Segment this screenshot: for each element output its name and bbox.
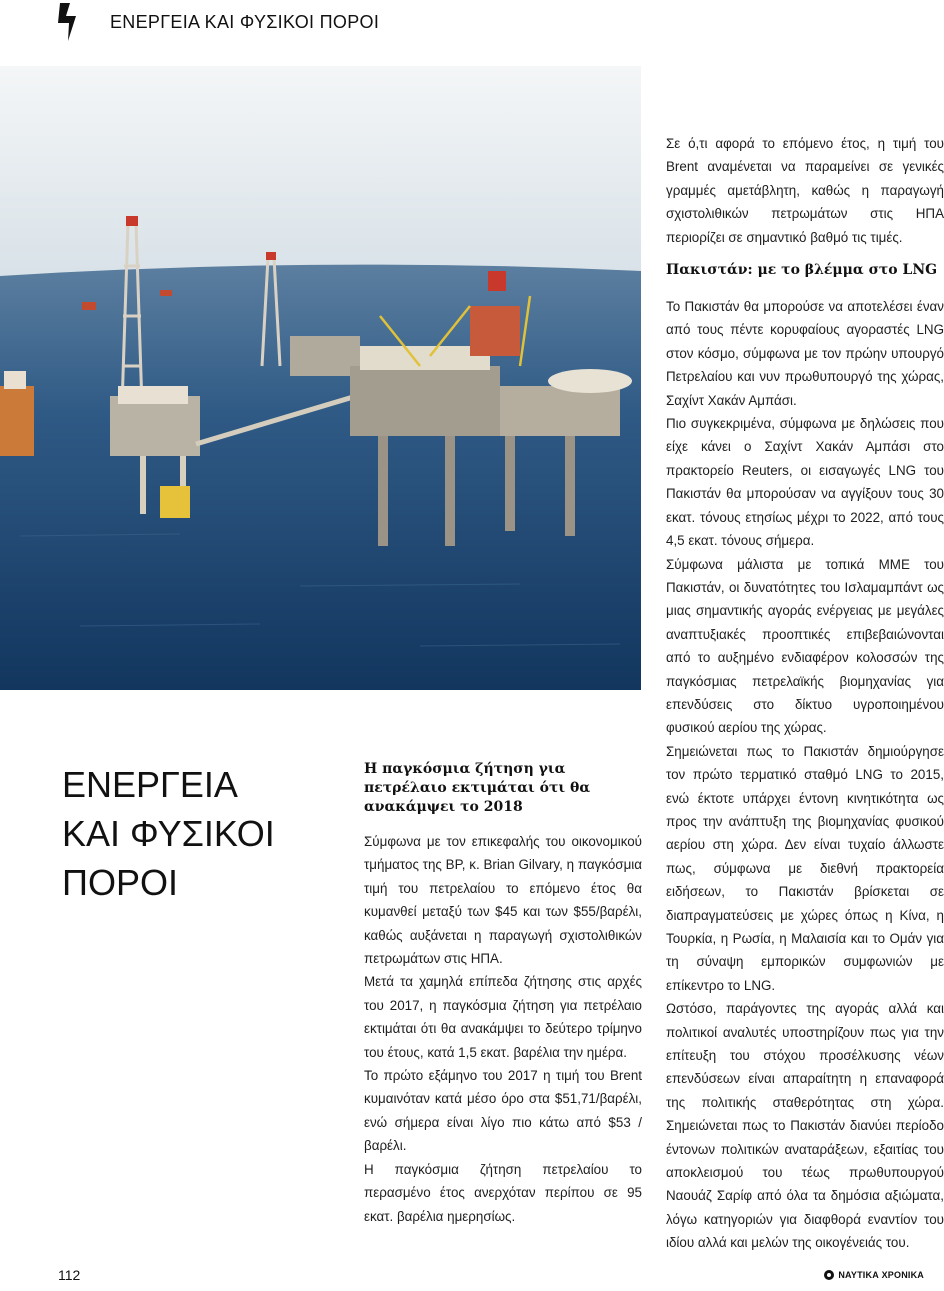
article-pakistan-heading: Πακιστάν: με το βλέμμα στο LNG <box>666 262 938 279</box>
paragraph: Πιο συγκεκριμένα, σύμφωνα με δηλώσεις που είχε κάνει ο Σαχίντ Χακάν Αμπάσι στο πρακτορείο Reuters, οι εισαγωγές LNG του Πακιστάν θα μπορούσαν να αγγίξουν τους 30 εκατ. τόνους ετησίως μέχρι το 2022, από τους 4,5 εκατ. τόνους σήμερα. <box>666 416 944 549</box>
paragraph: Σύμφωνα με τον επικεφαλής του οικονομικού τμήματος της BP, κ. Brian Gilvary, η παγκόσμια τιμή του πετρελαίου το επόμενο έτος θα κυμανθεί μεταξύ των $45 και των $55/βαρέλι, καθώς αυξάνεται η παραγωγή σχιστολιθικών πετρωμάτων στις ΗΠΑ. <box>364 834 642 967</box>
article-pakistan-lng <box>666 132 944 1255</box>
page-header <box>0 0 944 46</box>
article-pakistan-body <box>666 295 944 1255</box>
article-oil-demand <box>364 760 642 1228</box>
article-oil-demand-heading: Η παγκόσμια ζήτηση για πετρέλαιο εκτιμάται ότι θα ανακάμψει το 2018 <box>364 761 591 815</box>
paragraph: Η παγκόσμια ζήτηση πετρελαίου το περασμένο έτος ανερχόταν περίπου σε 95 εκατ. βαρέλια ημερησίως. <box>364 1161 642 1224</box>
title-line-2: ΚΑΙ ΦΥΣΙΚΟΙ <box>62 813 275 854</box>
paragraph: Ωστόσο, παράγοντες της αγοράς αλλά και πολιτικοί αναλυτές υποστηρίζουν πως για την επίτευξη του στόχου προσέλκυσης νέων επενδύσεων είναι απαραίτητη η επαναφορά της πολιτικής σταθερότητας στη χώρα. Σημειώνεται πως το Πακιστάν διανύει περίοδο έντονων πολιτικών αναταράξεων, εξαιτίας του αποκλεισμού του τέως πρωθυπουργού Ναουάζ Σαρίφ από όλα τα δημόσια αξιώματα, λόγω κατηγοριών για διαφθορά εναντίον του ιδίου αλλά και μελών της οικογένειάς του. <box>666 1001 944 1251</box>
article-oil-demand-body <box>364 830 642 1228</box>
brand-logo-icon <box>824 1270 834 1280</box>
paragraph: Το πρώτο εξάμηνο του 2017 η τιμή του Brent κυμαινόταν κατά μέσο όρο στα $51,71/βαρέλι, ενώ σήμερα είναι λίγο πιο κάτω από $53 /βαρέλι. <box>364 1068 642 1154</box>
brand-name: ΝΑΥΤΙΚΑ ΧΡΟΝΙΚΑ <box>838 1270 924 1280</box>
paragraph: Σημειώνεται πως το Πακιστάν δημιούργησε τον πρώτο τερματικό σταθμό LNG το 2015, ενώ έκτοτε υπάρχει έντονη κινητικότητα ως προς την ανάπτυξη της βιομηχανίας φυσικού αερίου στη χώρα. Δεν είναι τυχαίο άλλωστε πως, σύμφωνα με διεθνή πρακτορεία ειδήσεων, το Πακιστάν βρίσκεται σε διαπραγματεύσεις με χώρες όπως η Κίνα, η Τουρκία, η Ρωσία, η Μαλαισία και το Ομάν για τη σύναψη εμπορικών συμφωνιών με επίκεντρο το LNG. <box>666 743 944 993</box>
brand-footer <box>824 1270 924 1280</box>
offshore-platform-photo <box>0 66 641 690</box>
paragraph: Σύμφωνα μάλιστα με τοπικά ΜΜΕ του Πακιστάν, οι δυνατότητες του Ισλαμαμπάντ ως μιας σημαντικής αγοράς ενέργειας με μεγάλες αναπτυξιακές προοπτικές επιβεβαιώνονται από το αυξημένο ενδιαφέρον κολοσσών της παγκόσμιας πετρελαϊκής βιομηχανίας για επενδύσεις στο δίκτυο υγροποιημένου φυσικού αερίου της χώρας. <box>666 556 944 736</box>
paragraph: Μετά τα χαμηλά επίπεδα ζήτησης στις αρχές του 2017, η παγκόσμια ζήτηση για πετρέλαιο εκτιμάται ότι θα ανακάμψει το δεύτερο τρίμηνο του έτους, κατά 1,5 εκατ. βαρέλια την ημέρα. <box>364 974 642 1060</box>
article-continuation <box>666 132 944 249</box>
title-line-3: ΠΟΡΟΙ <box>62 862 179 903</box>
page-title <box>62 760 332 907</box>
paragraph: Το Πακιστάν θα μπορούσε να αποτελέσει έναν από τους πέντε κορυφαίους αγοραστές LNG στον κόσμο, σύμφωνα με τον πρώην υπουργό Πετρελαίου και νυν πρωθυπουργό της χώρας, Σαχίντ Χακάν Αμπάσι. <box>666 299 944 408</box>
paragraph: Σε ό,τι αφορά το επόμενο έτος, η τιμή του Brent αναμένεται να παραμείνει σε γενικές γραμμές αμετάβλητη, καθώς η παραγωγή σχιστολιθικών πετρωμάτων στις ΗΠΑ περιορίζει σε σημαντικό βαθμό τις τιμές. <box>666 136 944 245</box>
title-line-1: ΕΝΕΡΓΕΙΑ <box>62 764 238 805</box>
page-number: 112 <box>58 1267 81 1283</box>
section-label: ΕΝΕΡΓΕΙΑ ΚΑΙ ΦΥΣΙΚΟΙ ΠΟΡΟΙ <box>110 12 380 32</box>
lightning-bolt-icon <box>56 3 80 41</box>
